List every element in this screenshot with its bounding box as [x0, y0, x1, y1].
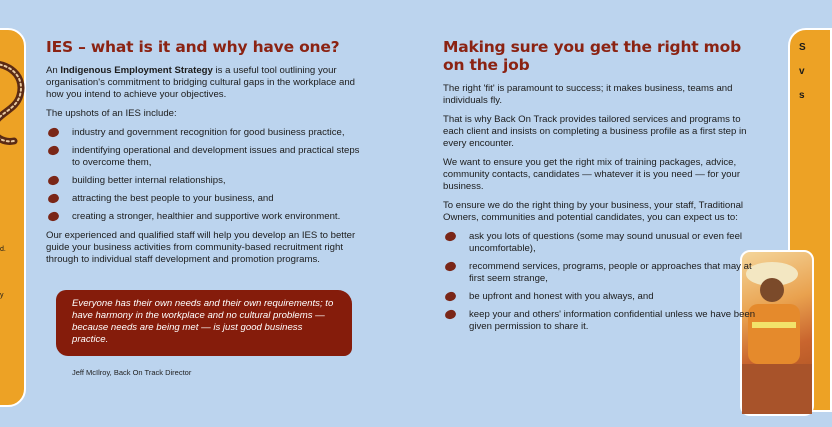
- list-item-text: keep your and others' information confidential unless we have been given permission to share it.: [469, 309, 756, 332]
- paragraph: We want to ensure you get the right mix of training packages, advice, community contacts, candidates — whatever it is you need — for your business.: [443, 157, 741, 192]
- right-mob-heading: Making sure you get the right mob on the job: [443, 38, 741, 74]
- list-item-text: attracting the best people to your business, and: [72, 193, 274, 204]
- bullet-dot-icon: [47, 127, 60, 138]
- intro-rest: is a useful tool outlining your organisation's commitment to bridging cultural gaps in the workplace and how you intend to achieve your objectives.: [46, 65, 355, 100]
- list-item-text: indentifying operational and development issues and practical steps to overcome them,: [72, 145, 360, 168]
- bullet-dot-icon: [444, 309, 457, 320]
- ies-section: [46, 38, 364, 273]
- list-item-text: recommend services, programs, people or approaches that may at first seem strange,: [469, 261, 752, 284]
- left-edge-text: d.: [0, 246, 6, 253]
- right-edge-text: S: [799, 42, 806, 53]
- ies-closing: Our experienced and qualified staff will help you develop an IES to better guide your business activities from community-based recruitment right through to individual staff development and promotion programs.: [46, 230, 356, 265]
- paragraph: To ensure we do the right thing by your business, your staff, Traditional Owners, communities and potential candidates, you can expect us to:: [443, 200, 744, 223]
- bullet-dot-icon: [47, 211, 60, 222]
- list-item: [46, 193, 364, 205]
- list-item-text: creating a stronger, healthier and supportive work environment.: [72, 211, 341, 222]
- right-edge-text: v: [799, 66, 805, 77]
- list-item: [443, 231, 763, 255]
- ies-heading: IES – what is it and why have one?: [46, 38, 340, 56]
- upshots-label: The upshots of an IES include:: [46, 108, 177, 119]
- list-item-text: be upfront and honest with you always, and: [469, 291, 654, 302]
- bullet-dot-icon: [444, 291, 457, 302]
- bullet-dot-icon: [47, 193, 60, 204]
- list-item: [443, 309, 763, 333]
- quote-text: Everyone has their own needs and their own requirements; to have harmony in the workplace and no cultural problems — because needs are being met — is just good business practice.: [72, 298, 334, 345]
- paragraph: The right 'fit' is paramount to success; it makes business, teams and individuals fly.: [443, 83, 733, 106]
- left-edge-text: y: [0, 292, 4, 299]
- list-item-text: industry and government recognition for good business practice,: [72, 127, 345, 138]
- right-mob-section: [443, 38, 763, 340]
- bullet-dot-icon: [47, 175, 60, 186]
- list-item: [46, 127, 364, 139]
- paragraph: That is why Back On Track provides tailored services and programs to each client and insists on completing a business profile as a first step in every encounter.: [443, 114, 747, 149]
- list-item-text: ask you lots of questions (some may sound unusual or even feel uncomfortable),: [469, 231, 743, 254]
- director-quote: [56, 290, 352, 356]
- ies-intro: [46, 65, 364, 101]
- list-item: [443, 291, 763, 303]
- list-item: [443, 261, 763, 285]
- list-item-text: building better internal relationships,: [72, 175, 226, 186]
- right-edge-text: s: [799, 90, 805, 101]
- upshots-list: [46, 127, 364, 223]
- intro-bold-term: Indigenous Employment Strategy: [60, 65, 213, 76]
- list-item: [46, 211, 364, 223]
- intro-lead: An: [46, 65, 61, 76]
- list-item: [46, 175, 364, 187]
- quote-attribution: Jeff McIlroy, Back On Track Director: [72, 368, 192, 377]
- expectations-list: [443, 231, 763, 333]
- aboriginal-art-icon: [0, 55, 38, 147]
- bullet-dot-icon: [444, 261, 457, 272]
- list-item: [46, 145, 364, 169]
- bullet-dot-icon: [444, 231, 457, 242]
- bullet-dot-icon: [47, 145, 60, 156]
